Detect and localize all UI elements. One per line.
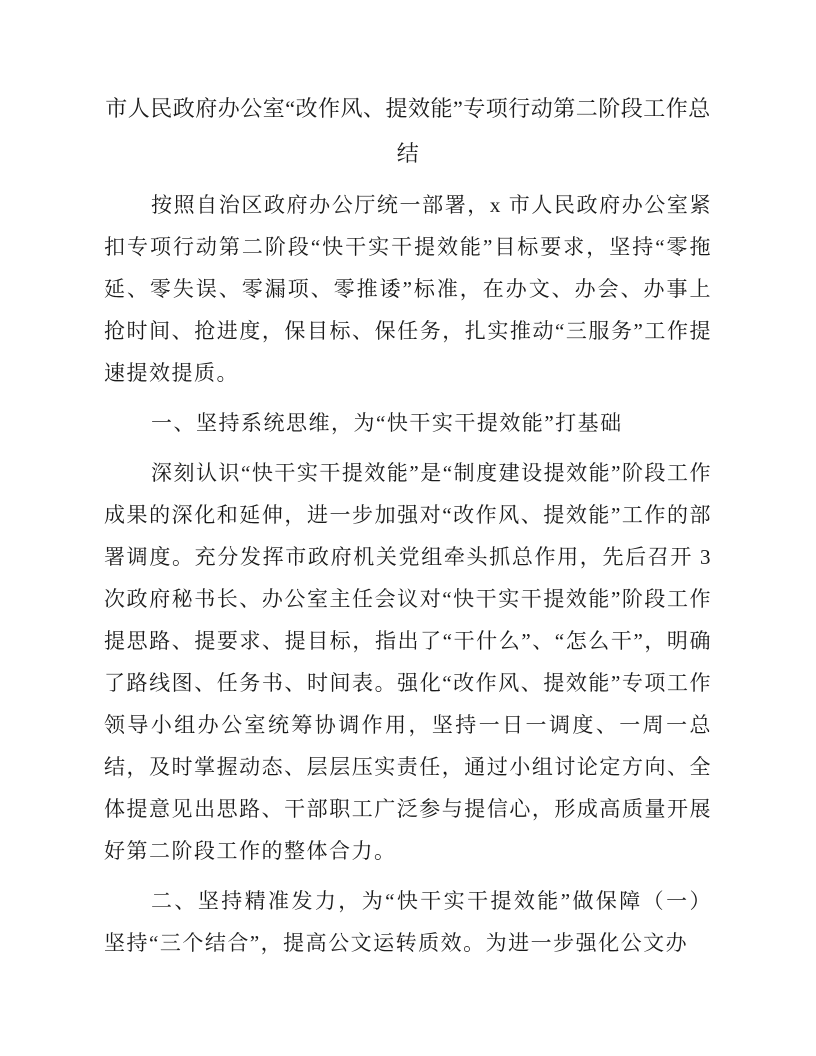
paragraph-section-1-body: 深刻认识“快干实干提效能”是“制度建设提效能”阶段工作成果的深化和延伸，进一步加强对“改作风、提效能”工作的部署调度。充分发挥市政府机关党组牵头抓总作用，先后召开 3 次政府秘书长、办公室主任会议对“快干实干提效能”阶段工作提思路、提要求、提目标，指出了“干什么”、“怎么干”，明确了路线图、任务书、时间表。强化“改作风、提效能”专项工作领导小组办公室统筹协调作用，坚持一日一调度、一周一总结，及时掌握动态、层层压实责任，通过小组讨论定方向、全体提意见出思路、干部职工广泛参与提信心，形成高质量开展好第二阶段工作的整体合力。 <box>104 461 712 863</box>
document-title: 市人民政府办公室“改作风、提效能”专项行动第二阶段工作总结 <box>105 96 711 166</box>
section-heading-1: 一、坚持系统思维，为“快干实干提效能”打基础 <box>151 411 623 435</box>
paragraph-section-2-truncated: 二、坚持精准发力，为“快干实干提效能”做保障（一）坚持“三个结合”，提高公文运转质效。为进一步强化公文办 <box>104 889 712 955</box>
paragraph-intro: 按照自治区政府办公厅统一部署，x 市人民政府办公室紧扣专项行动第二阶段“快干实干提效能”目标要求，坚持“零拖延、零失误、零漏项、零推诿”标准，在办文、办会、办事上抢时间、抢进度，保目标、保任务，扎实推动“三服务”工作提速提效提质。 <box>104 193 712 385</box>
